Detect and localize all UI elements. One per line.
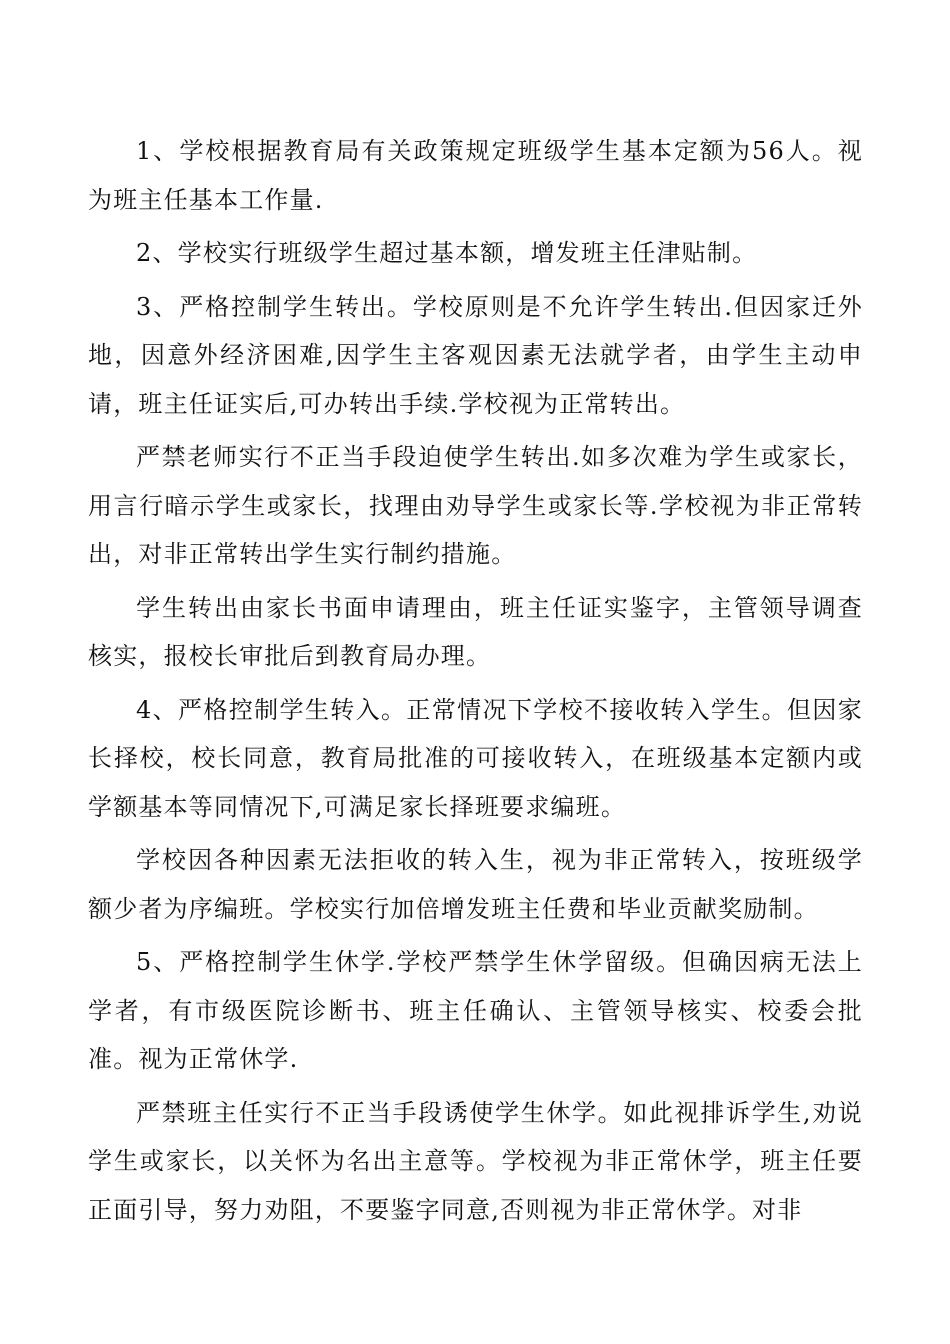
paragraph-5: 学生转出由家长书面申请理由，班主任证实鉴字，主管领导调查核实，报校长审批后到教育局办理。 (88, 593, 863, 670)
paragraph-8: 5、严格控制学生休学.学校严禁学生休学留级。但确因病无法上学者，有市级医院诊断书、班主任确认、主管领导核实、校委会批准。视为正常休学. (88, 948, 863, 1073)
paragraph-2: 2、学校实行班级学生超过基本额，增发班主任津贴制。 (136, 239, 758, 267)
paragraph-6: 4、严格控制学生转入。正常情况下学校不接收转入学生。但因家长择校，校长同意，教育局批准的可接收转入，在班级基本定额内或学额基本等同情况下,可满足家长择班要求编班。 (88, 695, 863, 821)
paragraph-3: 3、严格控制学生转出。学校原则是不允许学生转出.但因家迁外地，因意外经济困难,因学生主客观因素无法就学者，由学生主动申请，班主任证实后,可办转出手续.学校视为正常转出。 (88, 292, 863, 418)
paragraph-7: 学校因各种因素无法拒收的转入生，视为非正常转入，按班级学额少者为序编班。学校实行加倍增发班主任费和毕业贡献奖励制。 (88, 846, 863, 923)
paragraph-1: 1、学校根据教育局有关政策规定班级学生基本定额为56人。视为班主任基本工作量. (88, 137, 863, 214)
paragraph-4: 严禁老师实行不正当手段迫使学生转出.如多次难为学生或家长，用言行暗示学生或家长，找理由劝导学生或家长等.学校视为非正常转出，对非正常转出学生实行制约措施。 (88, 443, 863, 568)
document-body (88, 127, 863, 1239)
paragraph-9: 严禁班主任实行不正当手段诱使学生休学。如此视排诉学生,劝说学生或家长，以关怀为名出主意等。学校视为非正常休学，班主任要正面引导，努力劝阻，不要鉴字同意,否则视为非正常休学。对非 (88, 1098, 863, 1224)
